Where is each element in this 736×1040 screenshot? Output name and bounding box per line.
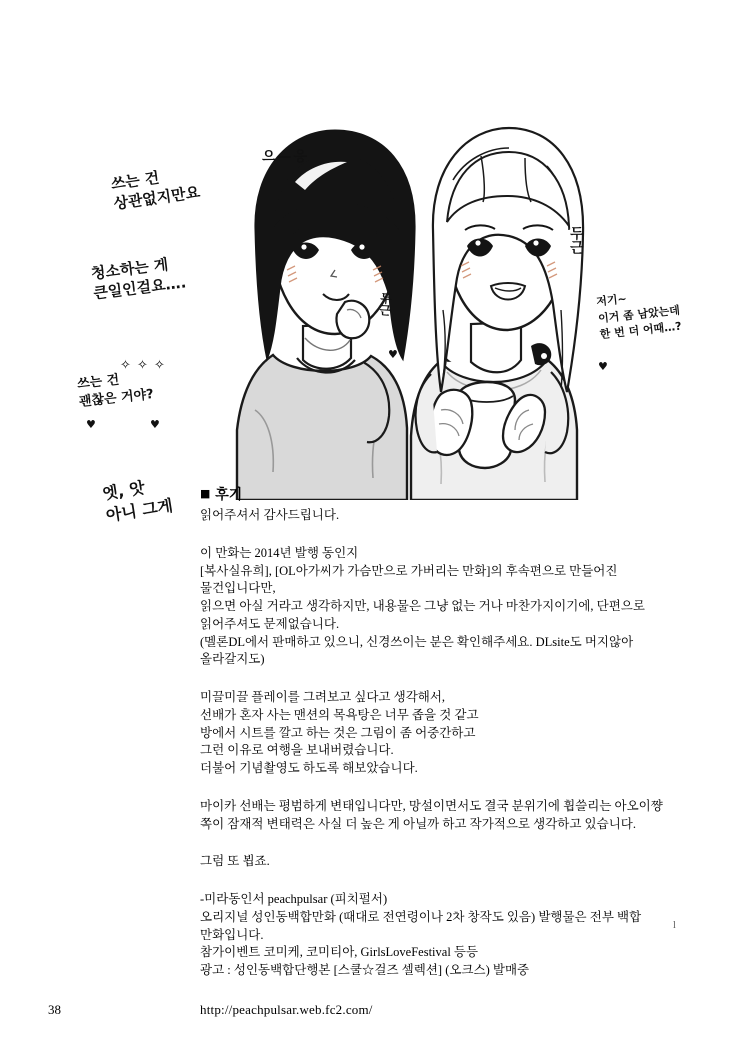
afterword-text-line: [복사실유희], [OL아가씨가 가슴만으로 가버리는 만화]의 후속편으로 만들어진 xyxy=(200,563,618,578)
afterword-title-text: 후기 xyxy=(215,487,243,503)
afterword-text-line: 광고 : 성인동백합단행본 [스쿨☆걸즈 셀렉션] (오크스) 발매중 xyxy=(200,963,530,977)
afterword-text-line: -미라동인서 peachpulsar (피치펄서) xyxy=(200,892,388,906)
sparkle-icon: ✧ ✧ ✧ xyxy=(120,358,166,373)
heart-icon-3: ♥ xyxy=(388,348,398,361)
afterword-title xyxy=(200,484,670,504)
heart-icon-4: ♥ xyxy=(598,360,608,373)
afterword-text-line: 방에서 시트를 깔고 하는 것은 그림이 좀 어중간하고 xyxy=(200,725,476,740)
afterword-text-line: 이 만화는 2014년 발행 동인지 xyxy=(200,545,359,560)
afterword-text-line: 그런 이유로 여행을 보내버렸습니다. xyxy=(200,743,394,758)
page-tick-mark: l xyxy=(673,920,676,931)
afterword-text-line: (멜론DL에서 판매하고 있으니, 신경쓰이는 분은 확인해주세요. DLsite도 머지않아 xyxy=(200,634,634,649)
handwritten-note-8: 저기~ 이거 좀 남았는데 한 번 더 어때…? xyxy=(595,292,683,342)
afterword-text-line: 만화입니다. xyxy=(200,927,264,942)
afterword-text-line: 그럼 또 뵙죠. xyxy=(200,854,270,869)
afterword-paragraph-2 xyxy=(200,689,670,778)
heart-icon-1: ♥ xyxy=(86,418,96,431)
handwritten-note-1: 쓰는 건 상관없지만요 xyxy=(109,168,202,214)
circle-website-url[interactable]: http://peachpulsar.web.fc2.com/ xyxy=(200,1001,373,1017)
afterword-paragraph-1 xyxy=(200,545,670,669)
afterword-text-line: 더불어 기념촬영도 하도록 해보았습니다. xyxy=(200,761,418,775)
afterword-text-line: 오리지널 성인동백합만화 (때대로 전연령이나 2차 창작도 있음) 발행물은 전부 백합 xyxy=(200,909,642,924)
afterword-paragraph-4 xyxy=(200,853,670,871)
afterword-text-line: 마이카 선배는 평범하게 변태입니다만, 망설이면서도 결국 분위기에 휩쓸리는 아오이쨩 xyxy=(200,798,663,813)
afterword-text-line: 선배가 혼자 사는 맨션의 목욕탕은 너무 좁을 것 같고 xyxy=(200,707,479,722)
handwritten-note-2: 청소하는 게 큰일인걸요…. xyxy=(90,255,188,303)
afterword-text-line: 읽어주셔도 문제없습니다. xyxy=(200,616,340,631)
afterword-text-line: 미끌미끌 플레이를 그려보고 싶다고 생각해서, xyxy=(200,690,446,704)
afterword-text-line: 참가이벤트 코미케, 코미티아, GirlsLoveFestival 등등 xyxy=(200,945,479,960)
heart-icon-2: ♥ xyxy=(150,418,160,431)
handwritten-note-4: 엣, 앗 아니 그게 xyxy=(101,477,175,525)
afterword-text-line: 올라갈지도) xyxy=(200,652,265,667)
square-bullet-icon: ■ xyxy=(200,487,211,500)
afterword-text-line: 쪽이 잠재적 변태력은 사실 더 높은 게 아닐까 하고 작가적으로 생각하고 있습니다. xyxy=(200,816,636,831)
illustration-two-girls xyxy=(195,110,595,500)
afterword-text-line: 물건입니다만, xyxy=(200,581,276,596)
afterword-credits xyxy=(200,891,670,980)
afterword-section xyxy=(200,484,670,1018)
page-number: 38 xyxy=(48,1002,61,1017)
handwritten-note-3: 쓰는 건 괜찮은 거야? xyxy=(76,372,155,410)
handwritten-note-5: 으—응 xyxy=(262,149,310,165)
afterword-text-line: 읽으면 아실 거라고 생각하지만, 내용물은 그냥 없는 거나 마찬가지이기에, 단편으로 xyxy=(200,599,645,613)
handwritten-note-7: 두근 xyxy=(567,226,584,254)
handwritten-note-6: 두근 xyxy=(377,291,394,317)
afterword-paragraph-3 xyxy=(200,798,670,834)
afterword-greeting: 읽어주셔서 감사드립니다. xyxy=(200,508,340,522)
